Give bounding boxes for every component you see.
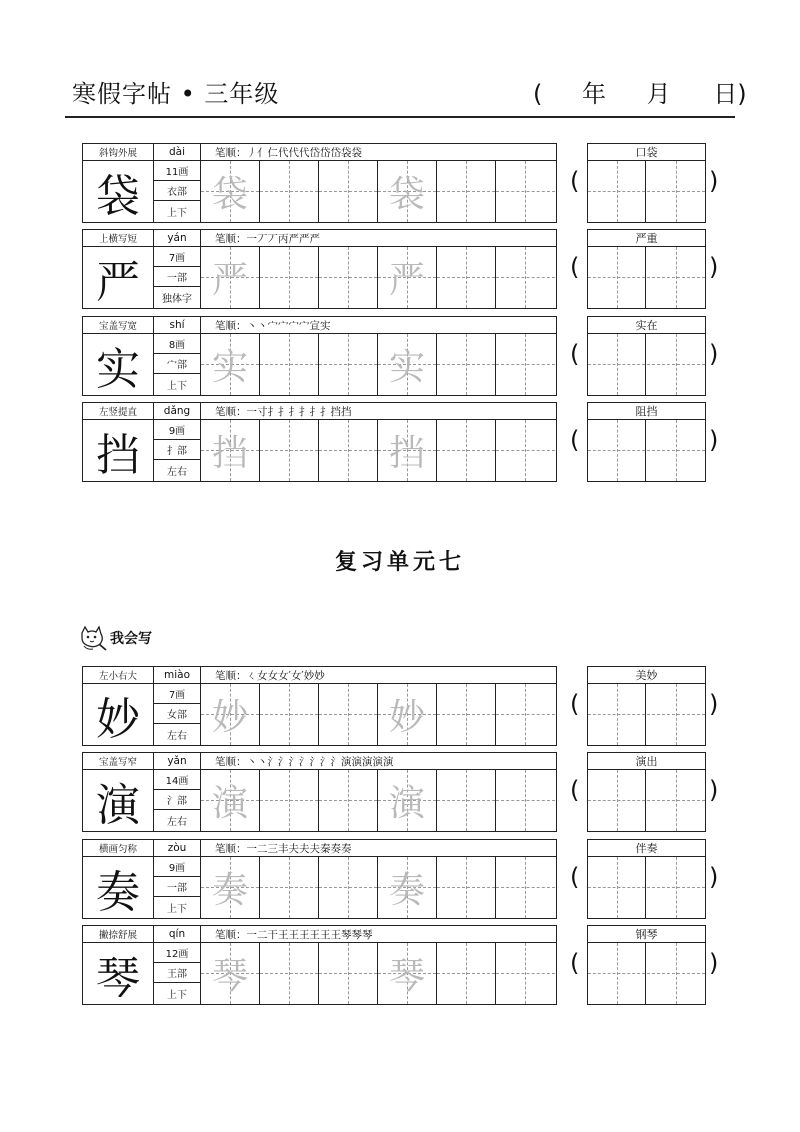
practice-grid: [201, 420, 556, 481]
radical: 衣部: [154, 181, 200, 201]
structure: 左右: [167, 816, 187, 828]
practice-cell[interactable]: [319, 420, 378, 481]
stroke-count: 14画: [154, 770, 200, 790]
character-info: [154, 161, 201, 222]
character-info: [154, 943, 201, 1004]
writing-tip: 左竖提直: [83, 403, 154, 419]
stroke-sequence: 一二三丰夫夫夫秦奏奏: [246, 842, 352, 855]
practice-cell[interactable]: [496, 943, 555, 1004]
close-paren: ): [709, 776, 719, 804]
stroke-order-label: 笔顺：: [215, 928, 247, 941]
structure: 上下: [167, 989, 187, 1001]
character-table: [82, 839, 557, 919]
word-box: [587, 666, 706, 746]
open-paren: (: [570, 253, 580, 281]
word-box: [587, 402, 706, 482]
writing-tip: 宝盖写窄: [83, 753, 154, 769]
date-month-label: 月: [646, 80, 671, 108]
stroke-count: 9画: [154, 420, 200, 440]
date-open-paren: (: [533, 80, 543, 108]
practice-cell[interactable]: [201, 857, 260, 918]
trace-char: 挡: [388, 433, 425, 474]
practice-cell[interactable]: [437, 420, 496, 481]
trace-char: 琴: [211, 956, 248, 997]
practice-cell[interactable]: [437, 770, 496, 831]
trace-char: 严: [388, 260, 425, 301]
practice-cell[interactable]: [378, 247, 437, 308]
practice-cell[interactable]: [437, 334, 496, 395]
stroke-order-label: 笔顺：: [215, 405, 247, 418]
practice-cell[interactable]: [260, 770, 319, 831]
structure: 独体字: [162, 293, 192, 305]
practice-cell[interactable]: [319, 770, 378, 831]
stroke-order-label: 笔顺：: [215, 842, 247, 855]
radical: 一部: [154, 267, 200, 287]
cat-writing-icon: [78, 624, 108, 652]
open-paren: (: [570, 340, 580, 368]
word-label: 伴奏: [588, 840, 705, 857]
stroke-count: 7画: [154, 247, 200, 267]
practice-cell[interactable]: [437, 161, 496, 222]
close-paren: ): [709, 863, 719, 891]
pinyin: miào: [154, 667, 201, 683]
practice-grid: [201, 857, 556, 918]
word-practice-cell[interactable]: [588, 247, 646, 308]
trace-char: 妙: [211, 697, 248, 738]
practice-cell[interactable]: [260, 420, 319, 481]
close-paren: ): [709, 253, 719, 281]
structure: 上下: [167, 207, 187, 219]
practice-cell[interactable]: [319, 943, 378, 1004]
practice-cell[interactable]: [496, 857, 555, 918]
model-character: 琴: [83, 943, 154, 1004]
word-practice-cell[interactable]: [647, 684, 705, 745]
word-box: [587, 316, 706, 396]
practice-entry: [82, 402, 722, 482]
pinyin: qín: [154, 926, 201, 942]
practice-cell[interactable]: [319, 247, 378, 308]
practice-grid: [201, 770, 556, 831]
character-info: [154, 334, 201, 395]
word-practice-cell[interactable]: [647, 161, 705, 222]
stroke-count: 9画: [154, 857, 200, 877]
practice-grid: [201, 161, 556, 222]
trace-char: 妙: [388, 697, 425, 738]
stroke-order-label: 笔顺：: [215, 232, 247, 245]
word-practice-cell[interactable]: [647, 857, 705, 918]
character-info: [154, 247, 201, 308]
model-character: 演: [83, 770, 154, 831]
character-info: [154, 684, 201, 745]
practice-cell[interactable]: [319, 334, 378, 395]
practice-cell[interactable]: [496, 420, 555, 481]
radical: 一部: [154, 877, 200, 897]
structure: 上下: [167, 380, 187, 392]
practice-cell[interactable]: [378, 420, 437, 481]
radical: 王部: [154, 963, 200, 983]
word-practice-cell[interactable]: [588, 420, 646, 481]
word-practice-cell[interactable]: [588, 770, 646, 831]
model-character: 挡: [83, 420, 154, 481]
stroke-order: [201, 317, 565, 333]
word-practice-cell[interactable]: [647, 247, 705, 308]
open-paren: (: [570, 949, 580, 977]
practice-cell[interactable]: [496, 684, 555, 745]
stroke-count: 7画: [154, 684, 200, 704]
word-box: [587, 752, 706, 832]
word-box: [587, 229, 706, 309]
word-box: [587, 839, 706, 919]
word-practice-cell[interactable]: [588, 857, 646, 918]
word-practice-cell[interactable]: [588, 943, 646, 1004]
date-day-label: 日): [713, 80, 747, 108]
stroke-order: [201, 403, 565, 419]
trace-char: 袋: [388, 174, 425, 215]
page-title: 寒假字帖 • 三年级: [72, 80, 280, 108]
practice-cell[interactable]: [260, 684, 319, 745]
practice-entry: [82, 925, 722, 1005]
model-character: 奏: [83, 857, 154, 918]
stroke-order-label: 笔顺：: [215, 319, 247, 332]
open-paren: (: [570, 426, 580, 454]
practice-cell[interactable]: [260, 247, 319, 308]
character-table: [82, 143, 557, 223]
practice-entry: [82, 839, 722, 919]
trace-char: 奏: [211, 870, 248, 911]
word-practice-cell[interactable]: [588, 334, 646, 395]
practice-cell[interactable]: [319, 161, 378, 222]
practice-cell[interactable]: [319, 684, 378, 745]
practice-cell[interactable]: [378, 770, 437, 831]
close-paren: ): [709, 340, 719, 368]
trace-char: 实: [211, 347, 248, 388]
stroke-count: 11画: [154, 161, 200, 181]
practice-entry: [82, 752, 722, 832]
date-field: [533, 74, 747, 109]
word-label: 美妙: [588, 667, 705, 684]
pinyin: dài: [154, 144, 201, 160]
trace-char: 严: [211, 260, 248, 301]
model-character: 袋: [83, 161, 154, 222]
pinyin: yǎn: [154, 753, 201, 769]
stroke-count: 12画: [154, 943, 200, 963]
character-info: [154, 420, 201, 481]
stroke-order-label: 笔顺：: [215, 146, 247, 159]
radical: 宀部: [154, 354, 200, 374]
word-practice-cell[interactable]: [647, 420, 705, 481]
practice-cell[interactable]: [496, 770, 555, 831]
word-label: 钢琴: [588, 926, 705, 943]
practice-cell[interactable]: [260, 334, 319, 395]
word-box: [587, 925, 706, 1005]
trace-char: 袋: [211, 174, 248, 215]
practice-cell[interactable]: [437, 247, 496, 308]
practice-cell[interactable]: [437, 857, 496, 918]
stroke-sequence: 一二干王王王王王王琴琴琴: [246, 928, 373, 941]
radical: 氵部: [154, 790, 200, 810]
practice-entry: [82, 143, 722, 223]
character-table: [82, 925, 557, 1005]
word-box: [587, 143, 706, 223]
word-label: 实在: [588, 317, 705, 334]
header-divider: [65, 116, 735, 118]
practice-cell[interactable]: [437, 943, 496, 1004]
word-practice-cell[interactable]: [647, 943, 705, 1004]
stroke-order-label: 笔顺：: [215, 755, 247, 768]
stroke-sequence: 丿亻仁代代代岱岱岱袋袋: [246, 146, 362, 159]
section-title: 复习单元七: [334, 549, 465, 575]
practice-cell[interactable]: [319, 857, 378, 918]
close-paren: ): [709, 426, 719, 454]
stroke-order: [201, 926, 565, 942]
practice-cell[interactable]: [378, 684, 437, 745]
date-year-label: 年: [582, 80, 607, 108]
word-label: 阻挡: [588, 403, 705, 420]
open-paren: (: [570, 690, 580, 718]
close-paren: ): [709, 949, 719, 977]
stroke-count: 8画: [154, 334, 200, 354]
practice-grid: [201, 334, 556, 395]
practice-entry: [82, 316, 722, 396]
practice-cell[interactable]: [201, 161, 260, 222]
trace-char: 琴: [388, 956, 425, 997]
practice-cell[interactable]: [201, 420, 260, 481]
stroke-order: [201, 230, 565, 246]
word-practice-cell[interactable]: [647, 770, 705, 831]
practice-cell[interactable]: [378, 943, 437, 1004]
open-paren: (: [570, 776, 580, 804]
practice-cell[interactable]: [201, 943, 260, 1004]
practice-cell[interactable]: [260, 857, 319, 918]
trace-char: 演: [211, 783, 248, 824]
model-character: 妙: [83, 684, 154, 745]
practice-cell[interactable]: [201, 684, 260, 745]
practice-grid: [201, 684, 556, 745]
stroke-order-label: 笔顺：: [215, 669, 247, 682]
stroke-order: [201, 753, 565, 769]
close-paren: ): [709, 690, 719, 718]
practice-grid: [201, 943, 556, 1004]
practice-cell[interactable]: [496, 161, 555, 222]
structure: 左右: [167, 466, 187, 478]
pinyin: shí: [154, 317, 201, 333]
practice-cell[interactable]: [260, 943, 319, 1004]
practice-cell[interactable]: [201, 334, 260, 395]
character-info: [154, 770, 201, 831]
trace-char: 挡: [211, 433, 248, 474]
stroke-order: [201, 144, 565, 160]
word-practice-cell[interactable]: [647, 334, 705, 395]
practice-cell[interactable]: [437, 684, 496, 745]
practice-cell[interactable]: [496, 334, 555, 395]
stroke-sequence: 一寸扌扌扌扌扌扌挡挡: [246, 405, 352, 418]
stroke-sequence: ㄑ女女女′女′妙妙: [246, 669, 325, 682]
writing-tip: 左小右大: [83, 667, 154, 683]
practice-cell[interactable]: [260, 161, 319, 222]
word-label: 严重: [588, 230, 705, 247]
stroke-sequence: 丶丶氵氵氵氵氵氵氵演演演演演: [246, 755, 394, 768]
writing-tip: 斜钩外展: [83, 144, 154, 160]
character-table: [82, 229, 557, 309]
character-table: [82, 316, 557, 396]
pinyin: yán: [154, 230, 201, 246]
model-character: 实: [83, 334, 154, 395]
word-label: 演出: [588, 753, 705, 770]
trace-char: 实: [388, 347, 425, 388]
word-practice-cell[interactable]: [588, 161, 646, 222]
practice-entry: [82, 229, 722, 309]
stroke-order: [201, 840, 565, 856]
trace-char: 演: [388, 783, 425, 824]
practice-cell[interactable]: [201, 770, 260, 831]
character-info: [154, 857, 201, 918]
writing-tip: 撇捺舒展: [83, 926, 154, 942]
word-label: 口袋: [588, 144, 705, 161]
open-paren: (: [570, 863, 580, 891]
stroke-sequence: 一丆丆丙严严严: [246, 232, 320, 245]
practice-entry: [82, 666, 722, 746]
character-table: [82, 402, 557, 482]
stroke-sequence: 丶丶宀宀宀宀宣实: [246, 319, 331, 332]
radical: 扌部: [154, 440, 200, 460]
stroke-order: [201, 667, 565, 683]
practice-cell[interactable]: [378, 161, 437, 222]
structure: 左右: [167, 730, 187, 742]
writing-tip: 上横写短: [83, 230, 154, 246]
practice-cell[interactable]: [496, 247, 555, 308]
word-practice-cell[interactable]: [588, 684, 646, 745]
writing-tip: 横画匀称: [83, 840, 154, 856]
pinyin: zòu: [154, 840, 201, 856]
practice-cell[interactable]: [201, 247, 260, 308]
can-write-label: 我会写: [78, 624, 152, 652]
open-paren: (: [570, 167, 580, 195]
radical: 女部: [154, 704, 200, 724]
practice-cell[interactable]: [378, 334, 437, 395]
character-table: [82, 752, 557, 832]
model-character: 严: [83, 247, 154, 308]
practice-grid: [201, 247, 556, 308]
practice-cell[interactable]: [378, 857, 437, 918]
pinyin: dǎng: [154, 403, 201, 419]
structure: 上下: [167, 903, 187, 915]
trace-char: 奏: [388, 870, 425, 911]
writing-tip: 宝盖写宽: [83, 317, 154, 333]
close-paren: ): [709, 167, 719, 195]
character-table: [82, 666, 557, 746]
